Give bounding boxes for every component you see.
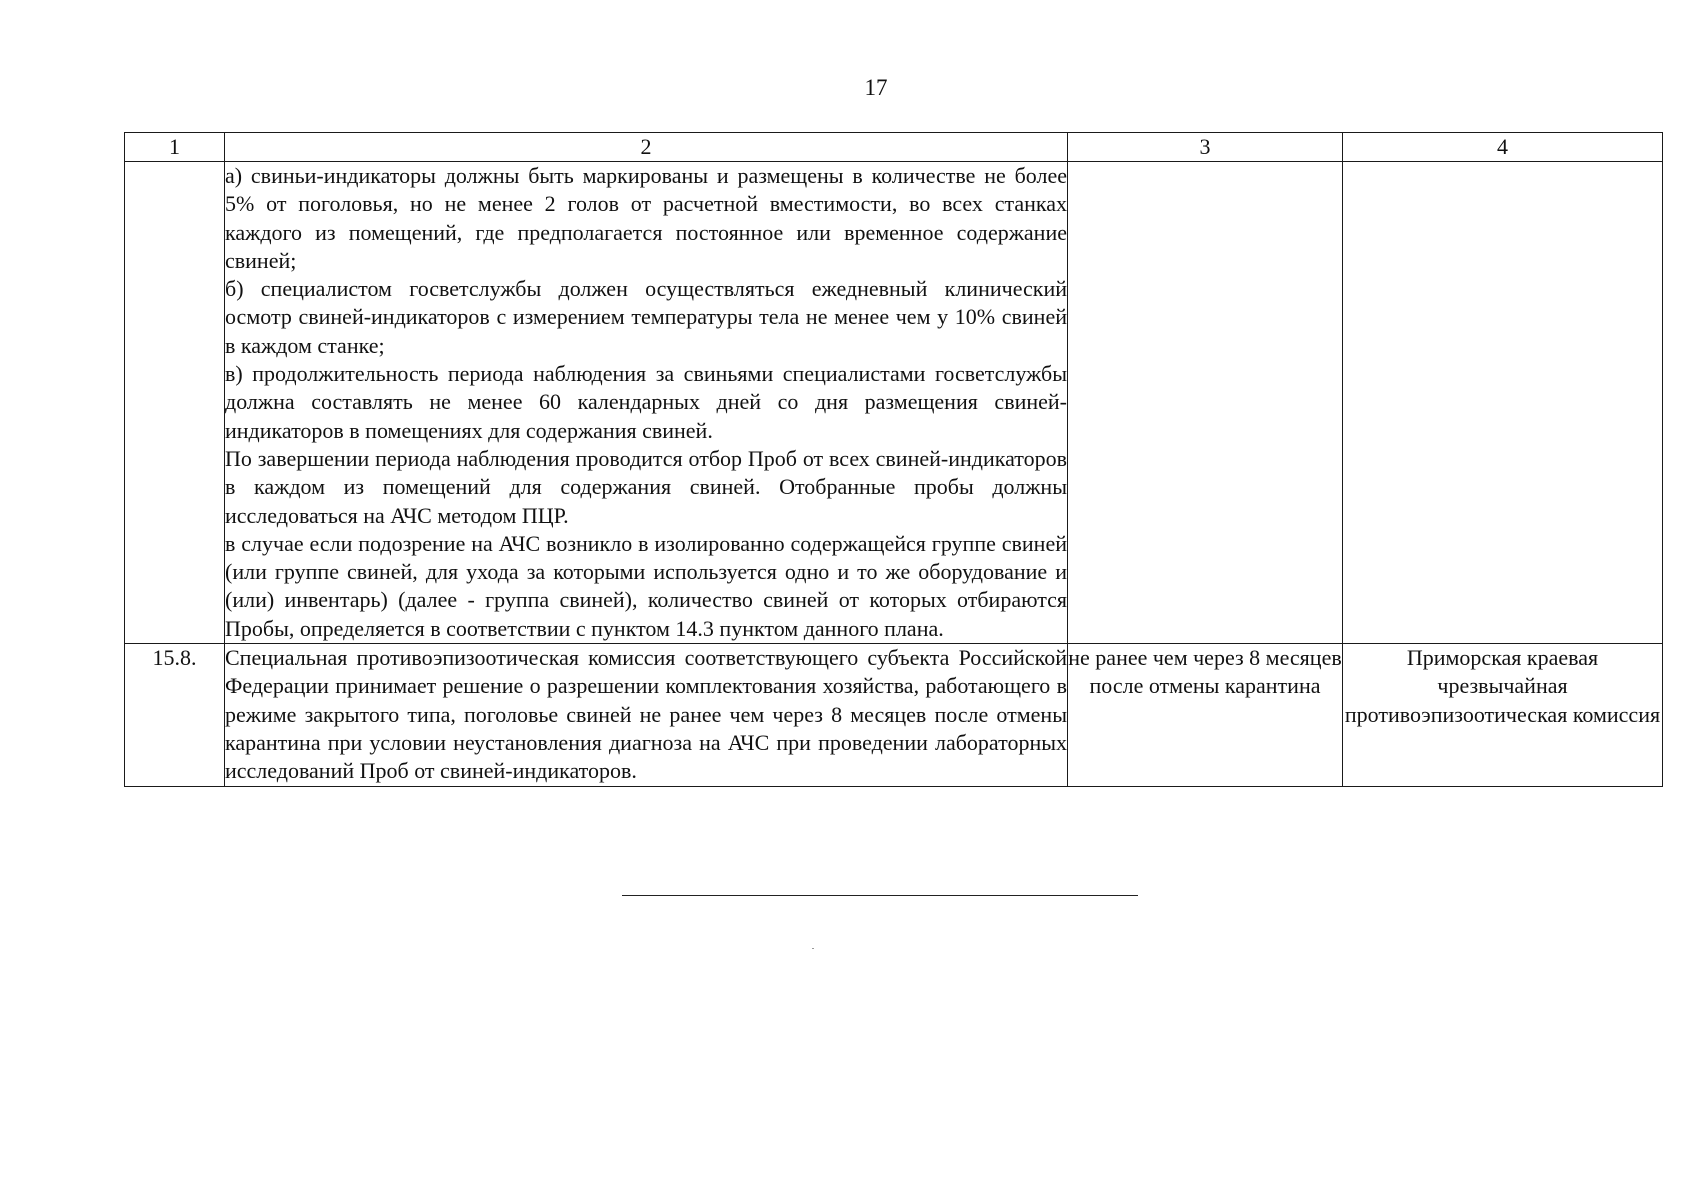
paragraph-isolated-group: в случае если подозрение на АЧС возникло в изолированно содержащейся группе свиней (или группе свиней, для ухода за которыми используется одно и то же оборудование и (или) инвентарь) (далее - группа свиней), количество свиней от которых отбираются Пробы, определяется в соответствии с пунктом 14.3 пунктом данного плана. [225,530,1067,641]
paragraph-a: а) свиньи-индикаторы должны быть маркированы и размещены в количестве не более 5% от поголовья, но не менее 2 голов от расчетной вместимости, во всех станках каждого из помещений, где предполагается постоянное или временное содержание свиней; [225,163,1067,273]
column-header-1: 1 [125,133,225,162]
measure-description-cell [225,162,1068,644]
paragraph-b: б) специалистом госветслужбы должен осуществляться ежедневный клинический осмотр свиней-индикаторов с измерением температуры тела не менее чем у 10% свиней в каждом станке; [225,276,1067,358]
term-cell: не ранее чем через 8 месяцев после отмены карантина [1068,644,1343,786]
row-number-cell [125,162,225,644]
responsible-cell [1343,162,1663,644]
column-header-3: 3 [1068,133,1343,162]
paragraph-commission-decision: Специальная противоэпизоотическая комиссия соответствующего субъекта Российской Федерации принимает решение о разрешении комплектования хозяйства, работающего в режиме закрытого типа, поголовье свиней не ранее чем через 8 месяцев после отмены карантина при условии неустановления диагноза на АЧС при проведении лабораторных исследований Проб от свиней-индикаторов. [225,645,1067,784]
table-row [125,644,1663,786]
paragraph-v: в) продолжительность периода наблюдения за свиньями специалистами госветслужбы должна составлять не менее 60 календарных дней со дня размещения свиней-индикаторов в помещениях для содержания свиней. [225,361,1067,443]
scan-speck [812,948,814,949]
measures-table [124,132,1663,787]
column-header-4: 4 [1343,133,1663,162]
measure-description-cell [225,644,1068,786]
term-cell [1068,162,1343,644]
responsible-cell: Приморская краевая чрезвычайная противоэпизоотическая комиссия [1343,644,1663,786]
row-number-cell: 15.8. [125,644,225,786]
table-row [125,162,1663,644]
column-header-2: 2 [225,133,1068,162]
page-number: 17 [864,75,888,100]
paragraph-sampling: По завершении периода наблюдения проводится отбор Проб от всех свиней-индикаторов в каждом из помещений для содержания свиней. Отобранные пробы должны исследоваться на АЧС методом ПЦР. [225,445,1067,528]
table-header-row [125,133,1663,162]
end-separator-line [622,895,1138,896]
